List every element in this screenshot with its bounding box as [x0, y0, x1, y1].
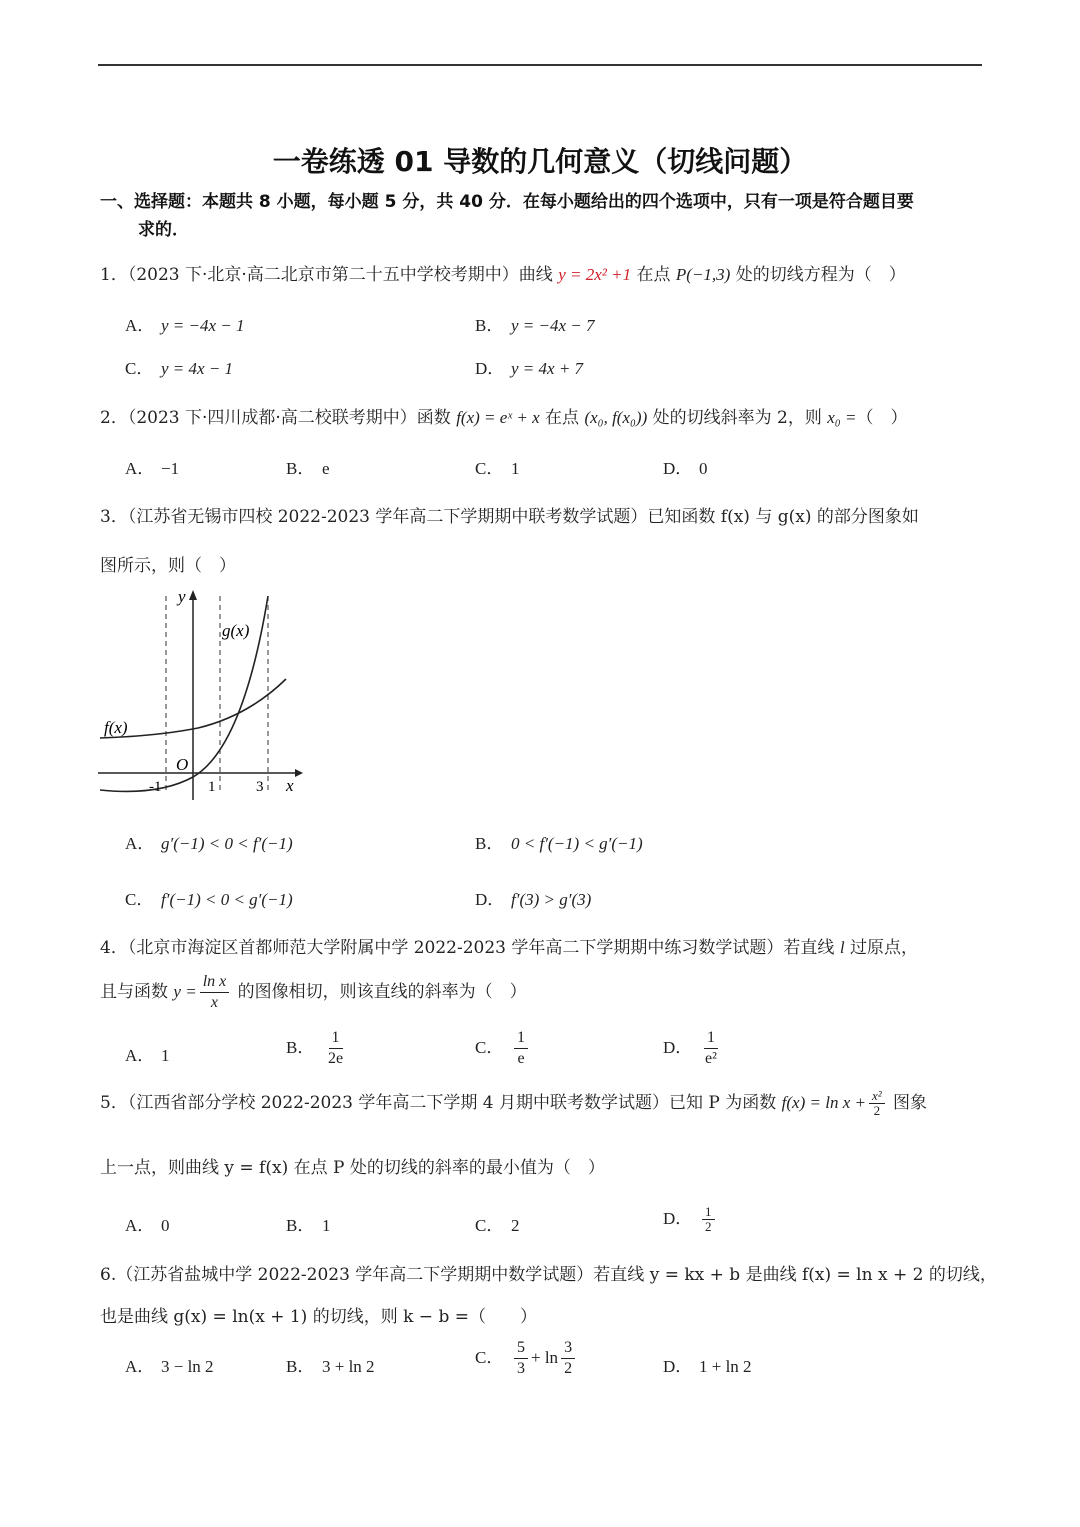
q1-option-d[interactable]: D． y = 4x + 7 — [475, 359, 584, 378]
q3-option-a[interactable]: A． g′(−1) < 0 < f′(−1) — [125, 834, 293, 853]
q5-option-c[interactable]: C． 2 — [475, 1216, 520, 1235]
q1-option-a[interactable]: A． y = −4x − 1 — [125, 316, 245, 335]
q2-option-b[interactable]: B． e — [286, 459, 330, 478]
q6-option-c[interactable]: C． $\frac{5}{3}$ + ln $\frac{3}{2}$ — [475, 1338, 578, 1379]
y-axis-arrow — [189, 590, 197, 600]
q2-option-c[interactable]: C． 1 — [475, 459, 520, 478]
question-3-line-1: 3．（江苏省无锡市四校 2022-2023 学年高二下学期期中联考数学试题）已知函数 f(x) 与 g(x) 的部分图象如 — [100, 507, 919, 527]
section-cont: 求的． — [138, 220, 189, 240]
question-3-line-2: 图所示，则（ ） — [100, 556, 236, 576]
q2-option-a[interactable]: A． −1 — [125, 459, 180, 478]
tick-3: 3 — [256, 779, 264, 795]
question-4-line-2: 且与函数 y = $\frac{\text{ln x}}{x}$ 的图像相切，则该直线的斜率为（ ） — [100, 973, 527, 1011]
tick-1: 1 — [208, 779, 216, 795]
question-2: 2．（2023 下·四川成都·高二校联考期中）函数 f(x) = eˣ + x 在点 (x₀, f(x₀)) 处的切线斜率为 2，则 x₀ =（ ） — [100, 408, 908, 428]
q2-option-d[interactable]: D． 0 — [663, 459, 708, 478]
page-title: 一卷练透 01 导数的几何意义（切线问题） — [272, 145, 808, 178]
q4-option-b[interactable]: B． $\frac{1}{2e}$ — [286, 1029, 344, 1067]
q5-option-b[interactable]: B． 1 — [286, 1216, 331, 1235]
section-instructions — [100, 188, 984, 244]
x-axis-label: x — [286, 776, 294, 795]
q5-option-d[interactable]: D． $\frac{1}{2}$ — [663, 1204, 718, 1234]
question-1: 1．（2023 下·北京·高二北京市第二十五中学校考期中）曲线 y = 2x² +1 在点 P(−1,3) 处的切线方程为（ ） — [100, 265, 906, 285]
q1-equation: y = 2x² +1 — [558, 265, 632, 284]
question-4-line-1: 4．（北京市海淀区首都师范大学附属中学 2022-2023 学年高二下学期期中练习数学试题）若直线 l 过原点， — [100, 938, 918, 958]
q4-option-c[interactable]: C． $\frac{1}{e}$ — [475, 1028, 531, 1069]
question-6-line-2: 也是曲线 g(x) = ln(x + 1) 的切线，则 k − b =（ ） — [100, 1307, 537, 1327]
q1-option-b[interactable]: B． y = −4x − 7 — [475, 316, 595, 335]
question-5-line-2: 上一点，则曲线 y = f(x) 在点 P 处的切线的斜率的最小值为（ ） — [100, 1158, 605, 1178]
q6-option-d[interactable]: D． 1 + ln 2 — [663, 1357, 752, 1376]
question-5-line-1: 5．（江西省部分学校 2022-2023 学年高二下学期 4 月期中联考数学试题）已知 P 为函数 f(x) = ln x + $\frac{\text{x²}}{2}$ 图象 — [100, 1088, 928, 1118]
q6-option-a[interactable]: A． 3 − ln 2 — [125, 1357, 214, 1376]
q4-option-d[interactable]: D． $\frac{1}{\text{e²}}$ — [663, 1029, 717, 1067]
q3-option-c[interactable]: C． f′(−1) < 0 < g′(−1) — [125, 890, 293, 909]
q3-option-b[interactable]: B． 0 < f′(−1) < g′(−1) — [475, 834, 643, 853]
q4-option-a[interactable]: A． 1 — [125, 1046, 170, 1065]
origin-label: O — [176, 755, 189, 774]
tick-neg1: -1 — [149, 779, 162, 795]
x-axis-arrow — [295, 769, 303, 777]
q3-option-d[interactable]: D． f′(3) > g′(3) — [475, 890, 592, 909]
header-rule — [98, 64, 982, 66]
f-label: f(x) — [104, 718, 128, 737]
section-head: 一、选择题：本题共 8 小题，每小题 5 分，共 40 分．在每小题给出的四个选项中，只有一项是符合题目要 — [100, 192, 914, 212]
q1-point: P(−1,3) — [675, 265, 731, 284]
y-axis-label: y — [178, 588, 186, 606]
q1-option-c[interactable]: C． y = 4x − 1 — [125, 359, 234, 378]
g-label: g(x) — [222, 621, 250, 640]
question-6-line-1: 6.（江苏省盐城中学 2022-2023 学年高二下学期期中数学试题）若直线 y = kx + b 是曲线 f(x) = ln x + 2 的切线， — [100, 1265, 997, 1285]
q6-option-b[interactable]: B． 3 + ln 2 — [286, 1357, 375, 1376]
function-graph — [98, 588, 308, 800]
q5-option-a[interactable]: A． 0 — [125, 1216, 170, 1235]
